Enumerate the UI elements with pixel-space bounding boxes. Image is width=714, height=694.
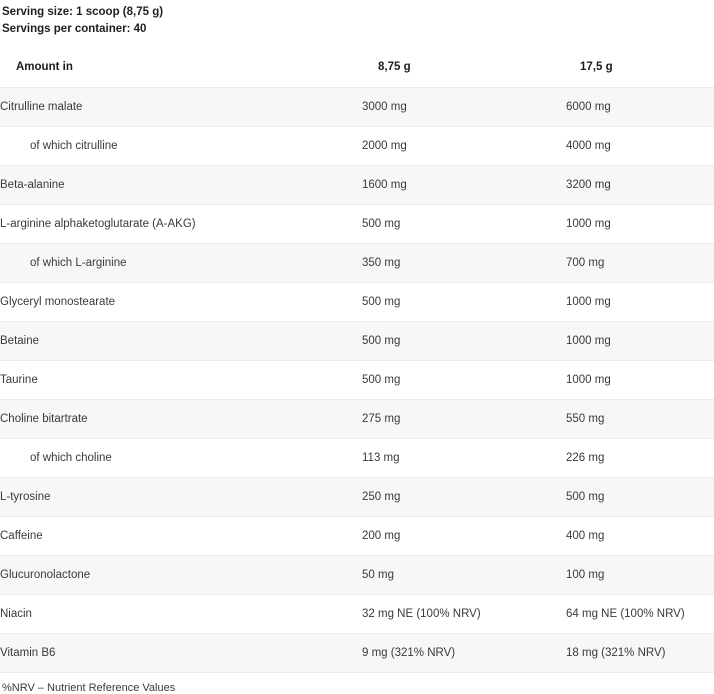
ingredient-name: of which choline [30, 452, 112, 464]
ingredient-name: Vitamin B6 [0, 647, 56, 659]
ingredient-name: Glyceryl monostearate [0, 296, 116, 308]
ingredient-amount-serving-1: 9 mg (321% NRV) [362, 647, 456, 659]
ingredient-name: L-tyrosine [0, 491, 51, 503]
ingredient-amount-serving-1: 275 mg [362, 413, 401, 425]
ingredient-amount-serving-2: 64 mg NE (100% NRV) [566, 608, 685, 620]
nrv-footnote: %NRV – Nutrient Reference Values [2, 682, 176, 694]
table-row [0, 634, 714, 673]
table-row [0, 166, 714, 205]
ingredient-amount-serving-1: 500 mg [362, 374, 401, 386]
ingredient-amount-serving-1: 500 mg [362, 296, 401, 308]
column-header-serving-1: 8,75 g [362, 47, 566, 88]
table-row [0, 88, 714, 127]
ingredient-amount-serving-2: 500 mg [566, 491, 605, 503]
table-row [0, 517, 714, 556]
ingredient-amount-serving-2: 1000 mg [566, 218, 611, 230]
table-row [0, 322, 714, 361]
table-row [0, 283, 714, 322]
ingredient-amount-serving-2: 226 mg [566, 452, 605, 464]
table-row [0, 361, 714, 400]
ingredient-amount-serving-1: 500 mg [362, 335, 401, 347]
ingredient-amount-serving-2: 4000 mg [566, 140, 611, 152]
table-header-row [0, 47, 714, 88]
ingredient-amount-serving-2: 1000 mg [566, 296, 611, 308]
serving-info [0, 0, 714, 38]
table-row [0, 439, 714, 478]
ingredient-amount-serving-1: 1600 mg [362, 179, 407, 191]
ingredient-amount-serving-2: 400 mg [566, 530, 605, 542]
ingredient-name: of which L-arginine [30, 257, 127, 269]
nutrition-table [0, 47, 714, 673]
ingredient-amount-serving-2: 18 mg (321% NRV) [566, 647, 666, 659]
table-body [0, 88, 714, 673]
ingredient-name: Betaine [0, 335, 40, 347]
ingredient-amount-serving-2: 6000 mg [566, 101, 611, 113]
ingredient-name: Beta-alanine [0, 179, 65, 191]
ingredient-amount-serving-2: 3200 mg [566, 179, 611, 191]
table-row [0, 556, 714, 595]
ingredient-amount-serving-1: 50 mg [362, 569, 394, 581]
ingredient-amount-serving-2: 1000 mg [566, 374, 611, 386]
ingredient-amount-serving-2: 550 mg [566, 413, 605, 425]
table-row [0, 244, 714, 283]
ingredient-name: Niacin [0, 608, 32, 620]
ingredient-amount-serving-1: 3000 mg [362, 101, 407, 113]
ingredient-name: L-arginine alphaketoglutarate (A-AKG) [0, 218, 196, 230]
ingredient-amount-serving-2: 700 mg [566, 257, 605, 269]
table-row [0, 478, 714, 517]
ingredient-name: of which citrulline [30, 140, 118, 152]
ingredient-amount-serving-1: 2000 mg [362, 140, 407, 152]
ingredient-amount-serving-1: 113 mg [362, 452, 400, 464]
servings-per-container-line: Servings per container: 40 [2, 23, 147, 35]
table-header [0, 47, 714, 88]
ingredient-amount-serving-1: 250 mg [362, 491, 401, 503]
table-row [0, 127, 714, 166]
ingredient-name: Choline bitartrate [0, 413, 88, 425]
column-header-serving-2: 17,5 g [566, 47, 714, 88]
ingredient-amount-serving-1: 32 mg NE (100% NRV) [362, 608, 481, 620]
ingredient-amount-serving-1: 350 mg [362, 257, 401, 269]
ingredient-amount-serving-1: 200 mg [362, 530, 401, 542]
ingredient-amount-serving-2: 100 mg [566, 569, 605, 581]
serving-size-line: Serving size: 1 scoop (8,75 g) [2, 6, 164, 18]
column-header-amount-in: Amount in [0, 47, 362, 88]
ingredient-amount-serving-2: 1000 mg [566, 335, 611, 347]
table-row [0, 595, 714, 634]
ingredient-name: Taurine [0, 374, 38, 386]
ingredient-amount-serving-1: 500 mg [362, 218, 401, 230]
ingredient-name: Citrulline malate [0, 101, 83, 113]
table-row [0, 400, 714, 439]
ingredient-name: Glucuronolactone [0, 569, 91, 581]
ingredient-name: Caffeine [0, 530, 43, 542]
table-row [0, 205, 714, 244]
